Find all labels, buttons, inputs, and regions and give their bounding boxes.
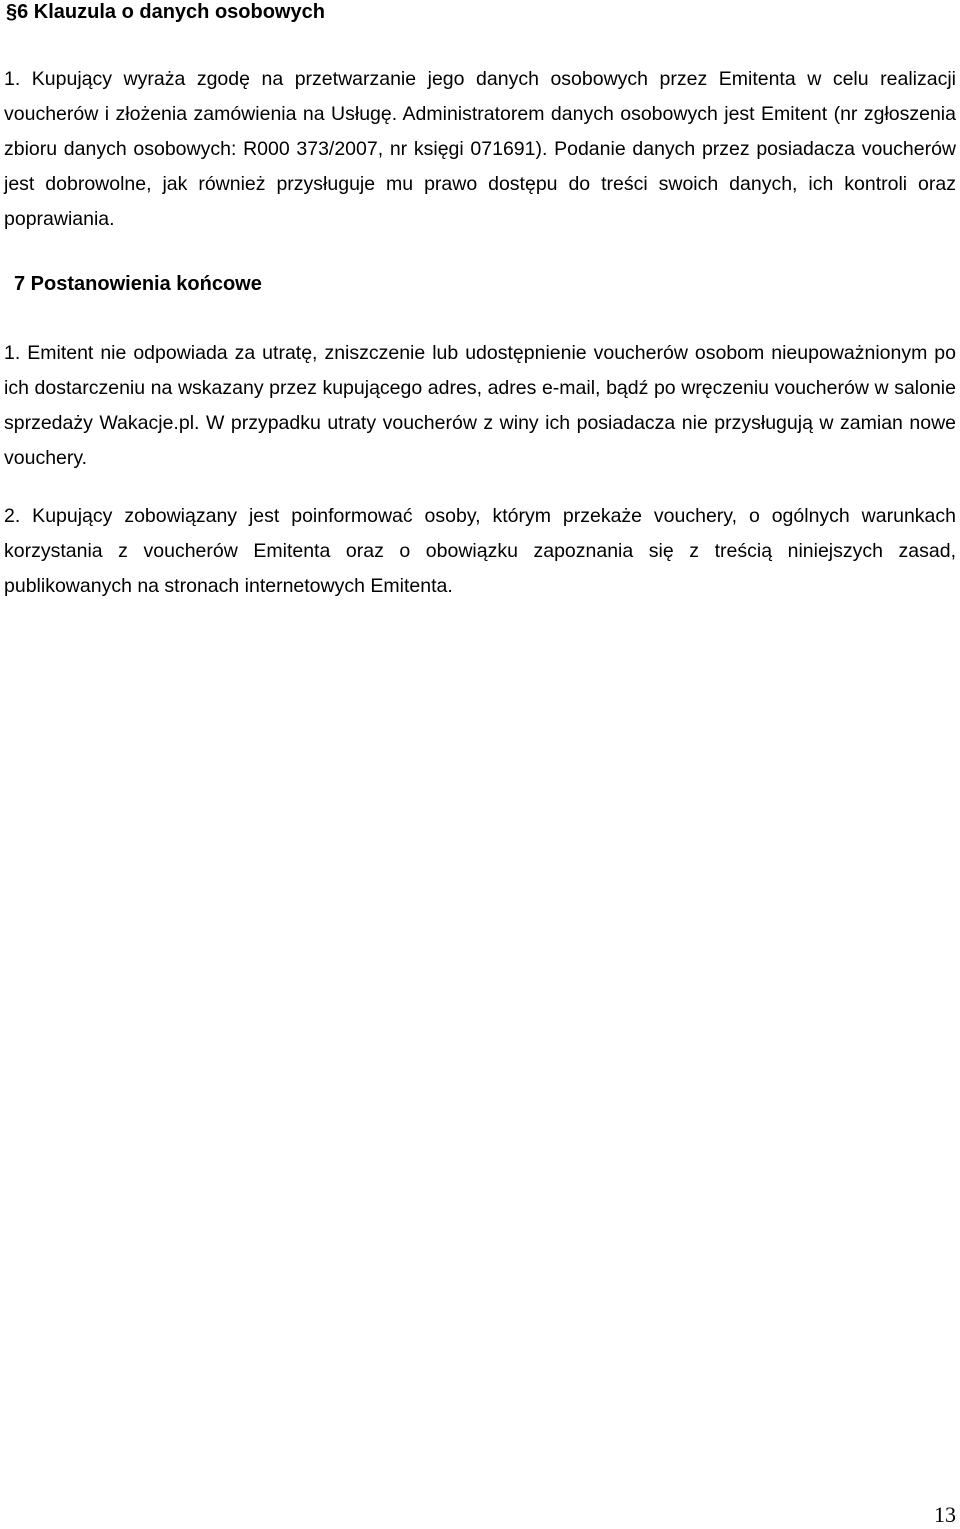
section-6-point-1: 1. Kupujący wyraża zgodę na przetwarzanie jego danych osobowych przez Emitenta w celu realizacji voucherów i złożenia zamówienia na Usługę. Administratorem danych osobowych jest Emitent (nr zgłoszenia zbioru danych osobowych: R000 373/2007, nr księgi 071691). Podanie danych przez posiadacza voucherów jest dobrowolne, jak również przysługuje mu prawo dostępu do treści swoich danych, ich kontroli oraz poprawiania.: [4, 68, 956, 230]
section-6-heading: §6 Klauzula o danych osobowych: [6, 1, 325, 23]
section-7-point-1: 1. Emitent nie odpowiada za utratę, zniszczenie lub udostępnienie voucherów osobom nieupoważnionym po ich dostarczeniu na wskazany przez kupującego adres, adres e-mail, bądź po wręczeniu voucherów w salonie sprzedaży Wakacje.pl. W przypadku utraty voucherów z winy ich posiadacza nie przysługują w zamian nowe vouchery.: [4, 342, 956, 469]
page-number: 13: [934, 1502, 956, 1527]
section-7-point-2: 2. Kupujący zobowiązany jest poinformować osoby, którym przekaże vouchery, o ogólnych warunkach korzystania z voucherów Emitenta oraz o obowiązku zapoznania się z treścią niniejszych zasad, publikowanych na stronach internetowych Emitenta.: [4, 505, 956, 597]
section-7-heading: 7 Postanowienia końcowe: [14, 273, 262, 295]
